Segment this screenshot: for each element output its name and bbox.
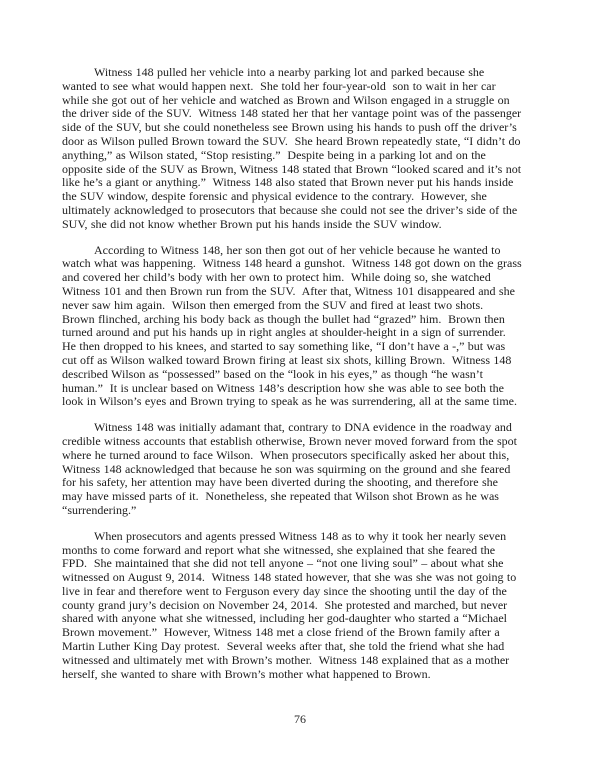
paragraph-initially-adamant: Witness 148 was initially adamant that, contrary to DNA evidence in the roadway and credible witness accounts that establish otherwise, Brown never moved forward from the spot where he turned around to face Wilson. When prosecutors specifically asked her about this, Witness 148 acknowledged that because he son was squirming on the ground and she feared for his safety, her attention may have been diverted during the shooting, and therefore she may have missed parts of it. Nonetheless, she repeated that Wilson shot Brown as he was “surrendering.” [62, 420, 521, 517]
paragraph-seven-months: When prosecutors and agents pressed Witness 148 as to why it took her nearly seven months to come forward and report what she witnessed, she explained that she feared the FPD. She maintained that she did not tell anyone – “not one living soul” – about what she witnessed on August 9, 2014. Witness 148 stated however, that she was she was not going to live in fear and therefore went to Ferguson every day since the shooting until the day of the county grand jury’s decision on November 24, 2014. She protested and marched, but never shared with anyone what she witnessed, including her god-daughter who started a “Michael Brown movement.” However, Witness 148 met a close friend of the Brown family after a Martin Luther King Day protest. Several weeks after that, she told the friend what she had witnessed and ultimately met with Brown’s mother. Witness 148 explained that as a mother herself, she wanted to share with Brown’s mother what happened to Brown. [62, 528, 520, 681]
page-number: 76 [294, 712, 306, 726]
document-body [62, 65, 526, 681]
paragraph-witness-parked: Witness 148 pulled her vehicle into a nearby parking lot and parked because she wanted to see what would happen next. She told her four-year-old son to wait in her car while she got out of her vehicle and watched as Brown and Wilson engaged in a struggle on the driver side of the SUV. Witness 148 stated her that her vantage point was of the passenger side of the SUV, but she could nonetheless see Brown using his hands to push off the driver’s door as Wilson pulled Brown toward the SUV. She heard Brown repeatedly state, “I didn’t do anything,” as Wilson stated, “Stop resisting.” Despite being in a parking lot and on the opposite side of the SUV as Brown, Witness 148 stated that Brown “looked scared and it’s not like he’s a giant or anything.” Witness 148 also stated that Brown never put his hands inside the SUV window, despite forensic and physical evidence to the contrary. However, she ultimately acknowledged to prosecutors that because she could not see the driver’s side of the SUV, she did not know whether Brown put his hands inside the SUV window. [62, 65, 525, 231]
paragraph-son-got-out: According to Witness 148, her son then got out of her vehicle because he wanted to watch what was happening. Witness 148 heard a gunshot. Witness 148 got down on the grass and covered her child’s body with her own to protect him. While doing so, she watched Witness 101 and then Brown run from the SUV. After that, Witness 101 disappeared and she never saw him again. Wilson then emerged from the SUV and fired at least two shots. Brown flinched, arching his body back as though the bullet had “grazed” him. Brown then turned around and put his hands up in right angles at shoulder-height in a sign of surrender. He then dropped to his knees, and started to say something like, “I don’t have a -,” but was cut off as Wilson walked toward Brown firing at least six shots, killing Brown. Witness 148 described Wilson as “possessed” based on the “look in his eyes,” as though “he wasn’t human.” It is unclear based on Witness 148’s description how she was able to see both the look in Wilson’s eyes and Brown trying to speak as he was surrendering, all at the same time. [62, 242, 526, 409]
